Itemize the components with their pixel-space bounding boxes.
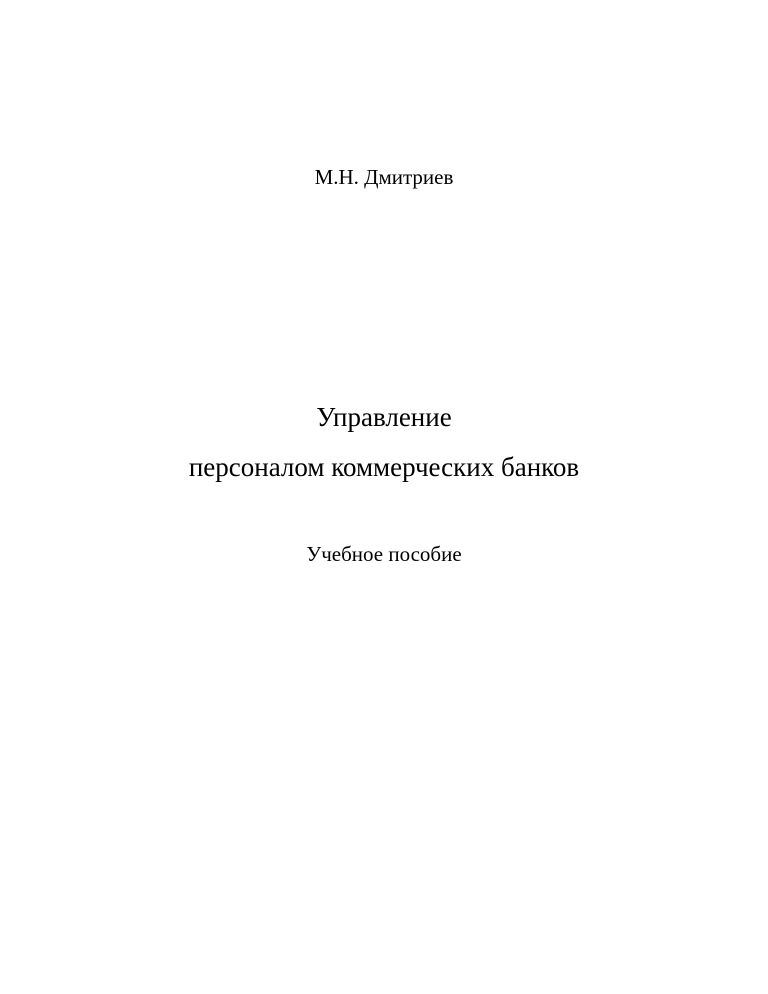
book-subtitle: Учебное пособие <box>306 542 462 566</box>
book-title-line-1: Управление <box>316 402 452 432</box>
author-name: М.Н. Дмитриев <box>314 165 454 189</box>
book-title-line-2: персоналом коммерческих банков <box>188 452 580 482</box>
